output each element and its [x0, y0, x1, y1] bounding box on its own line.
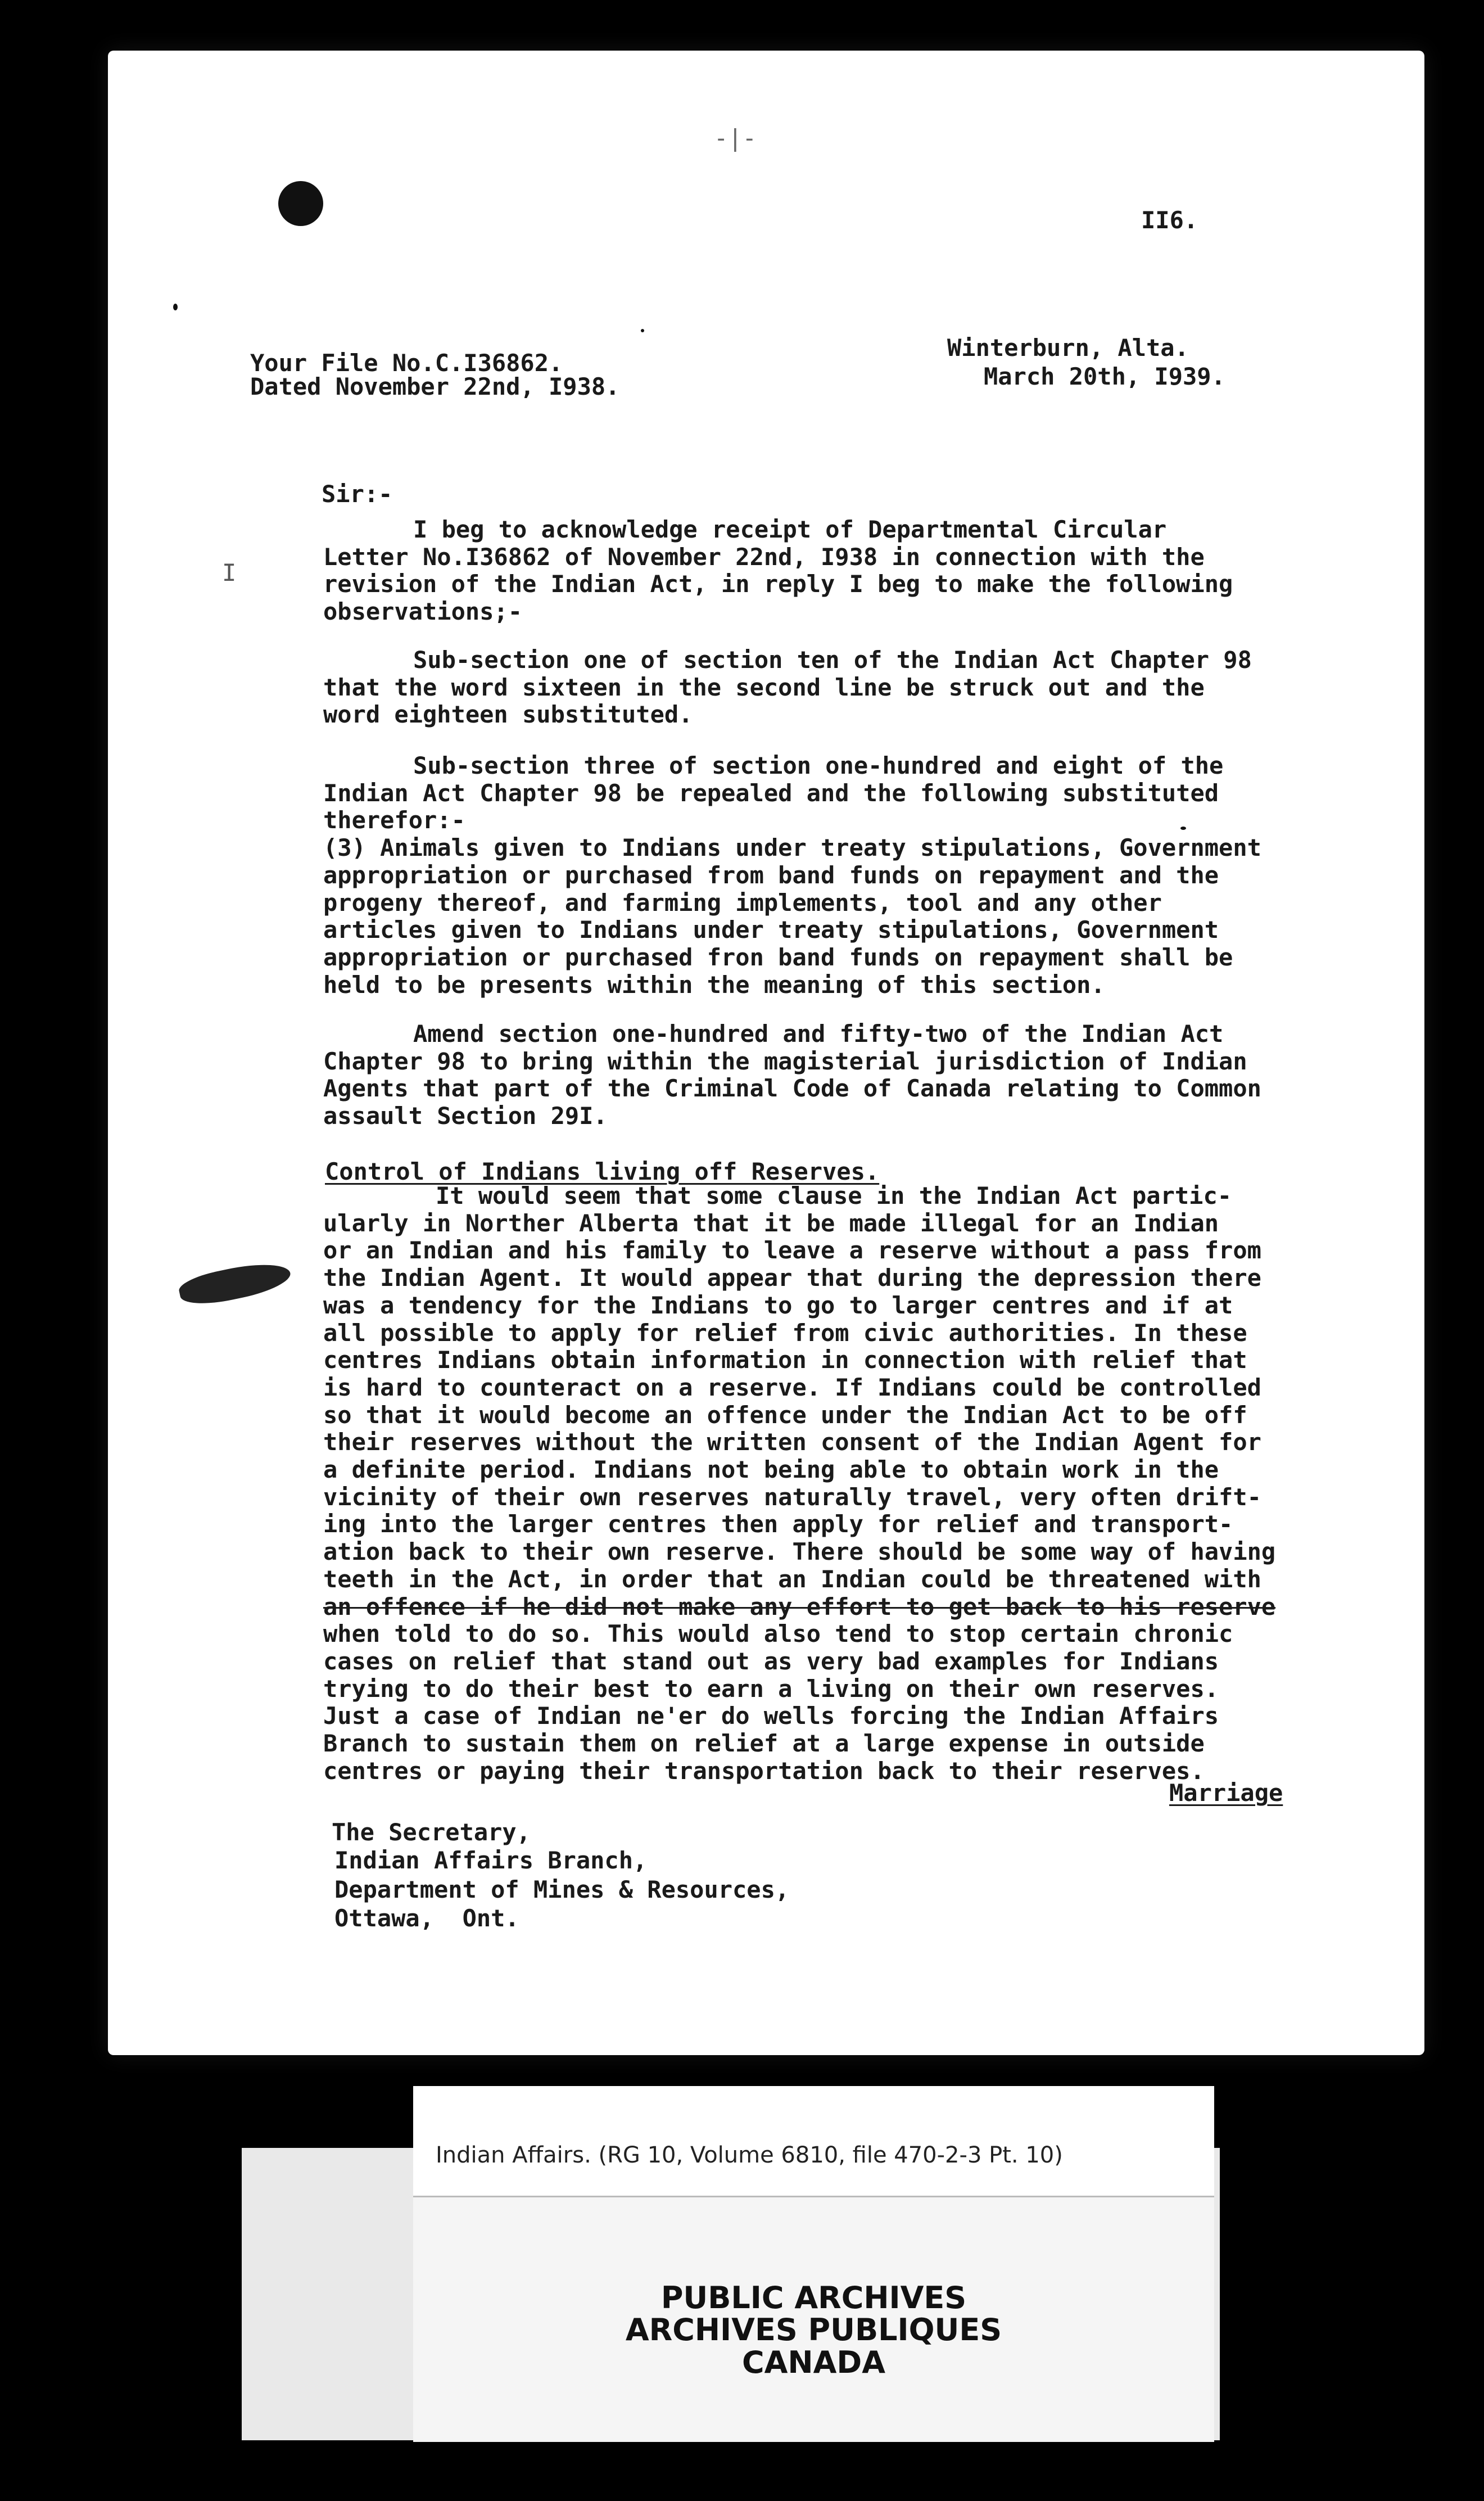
address-line: The Secretary, [332, 1818, 531, 1846]
ink-blot [278, 181, 323, 226]
text-line: It would seem that some clause in the Indian Act partic- [436, 1182, 1232, 1209]
text-line: an offence if he did not make any effort to get back to his reserve [323, 1592, 1276, 1620]
paragraph-section-one-hundred-eight [323, 752, 1261, 999]
text-line: when told to do so. This would also tend to stop certain chronic [323, 1620, 1233, 1648]
stamp-public-archives: PUBLIC ARCHIVES [660, 2280, 967, 2315]
text-line: I beg to acknowledge receipt of Departmental Circular [413, 516, 1167, 543]
text-line: was a tendency for the Indians to go to larger centres and if at [323, 1291, 1233, 1319]
text-line: Sub-section one of section ten of the Indian Act Chapter 98 [413, 646, 1252, 674]
address-line: Indian Affairs Branch, [334, 1847, 648, 1874]
text-line: word eighteen substituted. [323, 701, 693, 729]
address-line: Ottawa, Ont. [334, 1904, 519, 1932]
stamp-canada: CANADA [741, 2345, 886, 2380]
text-line: ing into the larger centres then apply for relief and transport- [323, 1510, 1233, 1538]
place-line: Winterburn, Alta. [947, 334, 1189, 362]
text-line: a definite period. Indians not being able to obtain work in the [323, 1456, 1219, 1484]
file-reference-line2: Dated November 22nd, I938. [250, 373, 620, 400]
text-line: (3) Animals given to Indians under treaty stipulations, Government [323, 834, 1261, 862]
text-line: centres Indians obtain information in connection with relief that [323, 1346, 1247, 1374]
text-line: Indian Act Chapter 98 be repealed and the following substituted [323, 779, 1219, 807]
archive-label-strip [413, 2086, 1214, 2196]
text-line: ation back to their own reserve. There should be some way of having [323, 1538, 1276, 1566]
text-line: articles given to Indians under treaty stipulations, Government [323, 916, 1219, 944]
text-line: is hard to counteract on a reserve. If Indians could be controlled [323, 1373, 1261, 1401]
text-line: appropriation or purchased fron band funds on repayment shall be [323, 943, 1233, 971]
salutation: Sir:- [322, 480, 393, 508]
text-line: appropriation or purchased from band funds on repayment and the [323, 861, 1219, 889]
section-heading-control: Control of Indians living off Reserves. [325, 1158, 880, 1185]
text-line: all possible to apply for relief from civic authorities. In these [323, 1319, 1247, 1347]
text-line: centres or paying their transportation back to their reserves. [323, 1757, 1205, 1785]
text-line: trying to do their best to earn a living on their own reserves. [323, 1674, 1219, 1703]
page-number: II6. [1141, 206, 1198, 234]
text-line: cases on relief that stand out as very bad examples for Indians [323, 1647, 1219, 1675]
text-line: the Indian Agent. It would appear that during the depression there [323, 1264, 1261, 1292]
text-line: Letter No.I36862 of November 22nd, I938 in connection with the [323, 543, 1205, 571]
text-line: Agents that part of the Criminal Code of Canada relating to Common [323, 1075, 1261, 1103]
text-line: Amend section one-hundred and fifty-two of the Indian Act [413, 1020, 1224, 1048]
text-line: ularly in Norther Alberta that it be made illegal for an Indian [323, 1209, 1219, 1237]
text-line: assault Section 29I. [323, 1102, 608, 1130]
paragraph-control-of-indians [323, 1182, 1275, 1785]
paragraph-section-ten [323, 647, 1252, 729]
text-line: held to be presents within the meaning of this section. [323, 970, 1105, 999]
text-line: so that it would become an offence under the Indian Act to be off [323, 1401, 1247, 1429]
text-line: or an Indian and his family to leave a reserve without a pass from [323, 1236, 1261, 1265]
date-line: March 20th, I939. [984, 363, 1225, 390]
text-line: Just a case of Indian ne'er do wells forcing the Indian Affairs [323, 1702, 1219, 1730]
dust-speck [173, 304, 178, 310]
text-line: vicinity of their own reserves naturally travel, very often drift- [323, 1483, 1261, 1511]
text-line: observations;- [323, 598, 523, 626]
address-line: Department of Mines & Resources, [334, 1876, 790, 1903]
text-line: Branch to sustain them on relief at a large expense in outside [323, 1730, 1205, 1758]
stamp-archives-publiques: ARCHIVES PUBLIQUES [625, 2312, 1002, 2347]
text-line: revision of the Indian Act, in reply I beg to make the following [323, 570, 1233, 598]
next-heading-marriage: Marriage [1169, 1779, 1283, 1807]
text-line: therefor:- [323, 806, 465, 834]
archive-reference: Indian Affairs. (RG 10, Volume 6810, file 470-2-3 Pt. 10) [436, 2142, 1063, 2168]
text-line: Chapter 98 to bring within the magisterial jurisdiction of Indian [323, 1047, 1247, 1075]
paragraph-acknowledgement [323, 516, 1233, 626]
text-line: progeny thereof, and farming implements, tool and any other [323, 888, 1162, 917]
text-line: that the word sixteen in the second line be struck out and the [323, 673, 1205, 701]
text-line: their reserves without the written consent of the Indian Agent for [323, 1428, 1261, 1456]
top-mark: -|- [714, 124, 757, 152]
paragraph-section-one-hundred-fifty-two [323, 1021, 1261, 1130]
dust-speck [641, 329, 644, 332]
text-line: Sub-section three of section one-hundred and eight of the [413, 752, 1224, 779]
file-reference-line1: Your File No.C.I36862. [250, 349, 563, 377]
margin-mark: I [222, 559, 237, 586]
text-line: teeth in the Act, in order that an Indian could be threatened with [323, 1565, 1261, 1593]
